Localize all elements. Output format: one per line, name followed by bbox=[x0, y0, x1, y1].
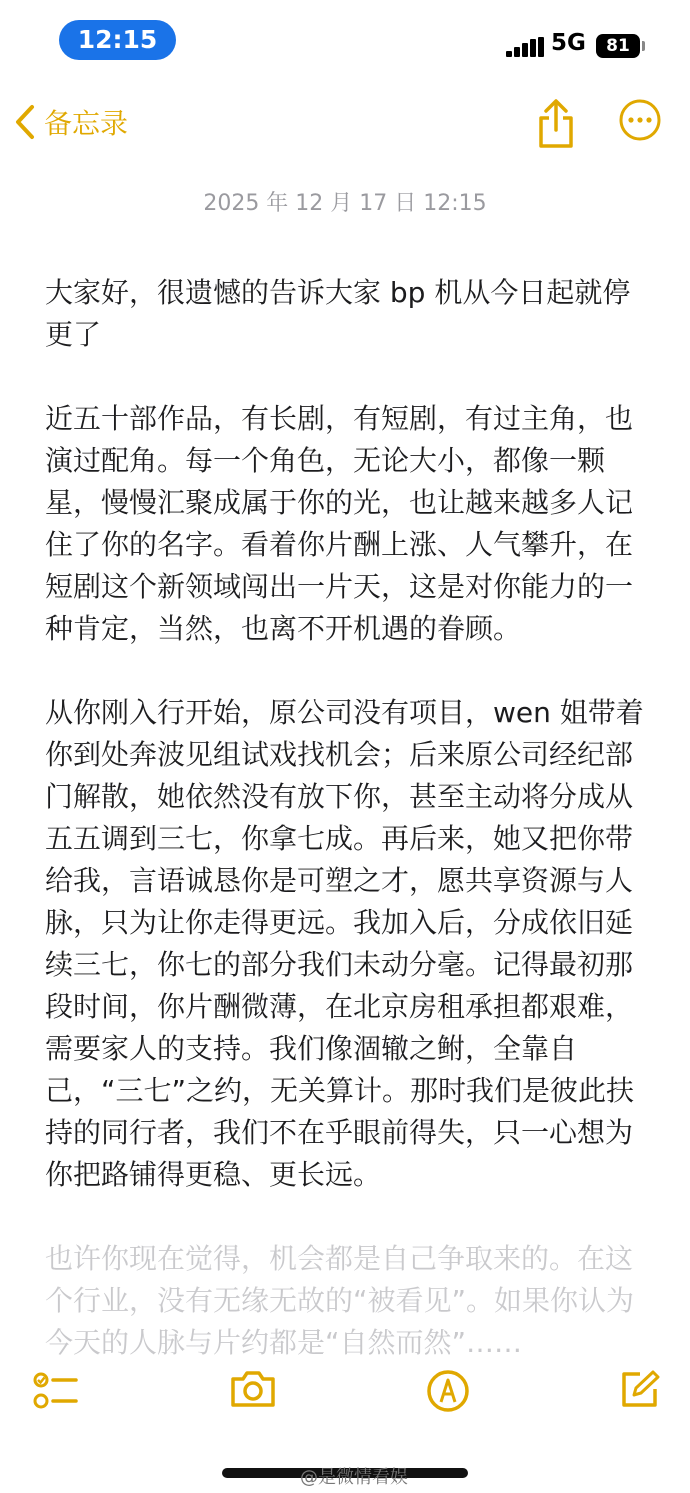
compose-button[interactable] bbox=[620, 1369, 660, 1413]
battery-icon: 81 bbox=[596, 34, 640, 58]
share-icon bbox=[534, 98, 578, 150]
markup-button[interactable] bbox=[426, 1369, 470, 1417]
camera-button[interactable] bbox=[229, 1369, 277, 1413]
note-paragraph-faded: 也许你现在觉得，机会都是自己争取来的。在这个行业，没有无缘无故的“被看见”。如果你认为今天的人脉与片约都是“自然而然”…… bbox=[45, 1242, 635, 1359]
note-paragraph: 近五十部作品，有长剧，有短剧，有过主角，也演过配角。每一个角色，无论大小，都像一颗星，慢慢汇聚成属于你的光，也让越来越多人记住了你的名字。看着你片酬上涨、人气攀升，在短剧这个新领域闯出一片天，这是对你能力的一种肯定，当然，也离不开机遇的眷顾。 bbox=[45, 402, 634, 645]
note-date: 2025 年 12 月 17 日 12:15 bbox=[203, 191, 487, 216]
markup-icon bbox=[426, 1369, 470, 1413]
signal-icon bbox=[506, 37, 544, 57]
back-button[interactable] bbox=[14, 102, 128, 142]
status-time[interactable]: 12:15 bbox=[59, 20, 176, 60]
battery-tip bbox=[642, 41, 645, 51]
camera-icon bbox=[229, 1369, 277, 1409]
note-paragraph: 从你刚入行开始，原公司没有项目，wen 姐带着你到处奔波见组试戏找机会；后来原公司经纪部门解散，她依然没有放下你，甚至主动将分成从五五调到三七，你拿七成。再后来，她又把你带给我，言语诚恳你是可塑之才，愿共享资源与人脉，只为让你走得更远。我加入后，分成依旧延续三七，你七的部分我们未动分毫。记得最初那段时间，你片酬微薄，在北京房租承担都艰难，需要家人的支持。我们像涸辙之鲋，全靠自己，“三七”之约，无关算计。那时我们是彼此扶持的同行者，我们不在乎眼前得失，只一心想为你把路铺得更稳、更长远。 bbox=[45, 696, 644, 1191]
network-label: 5G bbox=[551, 30, 586, 56]
nav-bar bbox=[0, 90, 690, 160]
back-label: 备忘录 bbox=[44, 107, 129, 140]
share-button[interactable] bbox=[534, 98, 578, 154]
checklist-button[interactable] bbox=[32, 1369, 78, 1417]
note-body[interactable] bbox=[45, 272, 650, 1406]
watermark-text: @是微情看娱 bbox=[300, 1467, 408, 1488]
status-bar bbox=[0, 0, 690, 84]
more-button[interactable] bbox=[618, 98, 662, 146]
more-icon bbox=[618, 98, 662, 142]
chevron-left-icon bbox=[14, 104, 36, 140]
compose-icon bbox=[620, 1369, 660, 1409]
bottom-toolbar bbox=[0, 1355, 690, 1435]
note-paragraph: 大家好，很遗憾的告诉大家 bp 机从今日起就停更了 bbox=[45, 276, 631, 351]
checklist-icon bbox=[32, 1369, 78, 1413]
